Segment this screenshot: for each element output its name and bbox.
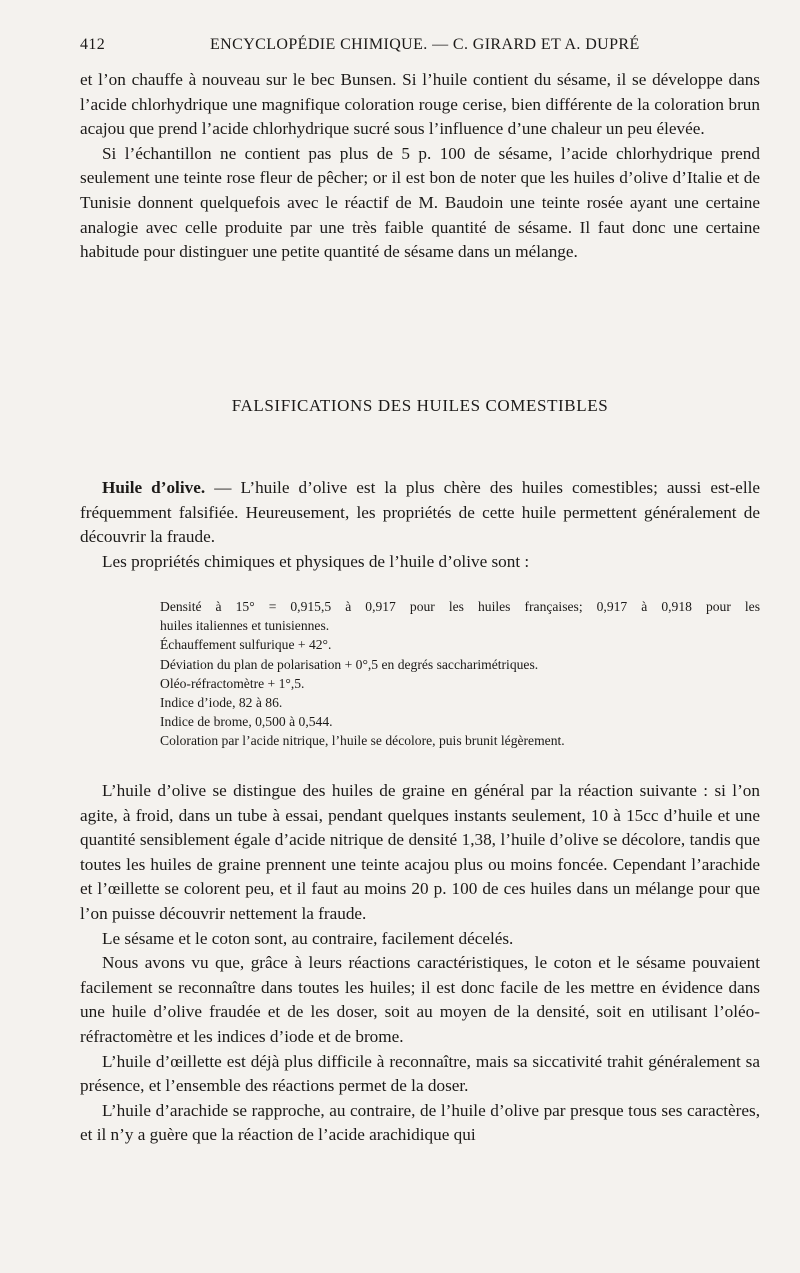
discussion-paragraph-4: L’huile d’œillette est déjà plus difficile à reconnaître, mais sa siccativité trahit généralement sa présence, et l’ensemble des réactions permet de la doser.	[80, 1051, 760, 1096]
olive-oil-paragraph-1	[80, 476, 760, 550]
olive-oil-intro	[80, 476, 760, 574]
olive-oil-paragraph-1-text: — L’huile d’olive est la plus chère des huiles comestibles; aussi est-elle fréquemment falsifiée. Heureusement, les propriétés de cette huile permettent généralement de découvrir la fraude.	[80, 478, 760, 547]
property-density-line-2: huiles italiennes et tunisiennes.	[160, 618, 330, 634]
running-title: ENCYCLOPÉDIE CHIMIQUE. — C. GIRARD ET A. DUPRÉ	[210, 36, 640, 53]
section-heading: FALSIFICATIONS DES HUILES COMESTIBLES	[231, 396, 609, 415]
discussion-text	[80, 779, 760, 1148]
property-oleo-refractometre: Oléo-réfractomètre + 1°,5.	[160, 675, 305, 691]
discussion-paragraph-5: L’huile d’arachide se rapproche, au contraire, de l’huile d’olive par presque tous ses caractères, et il n’y a guère que la réaction de l’acide arachidique qui	[80, 1100, 760, 1145]
intro-text	[80, 68, 760, 265]
property-echauffement: Échauffement sulfurique + 42°.	[160, 637, 332, 653]
property-coloration: Coloration par l’acide nitrique, l’huile se décolore, puis brunit légèrement.	[160, 733, 565, 749]
discussion-paragraph-1: L’huile d’olive se distingue des huiles de graine en général par la réaction suivante : si l’on agite, à froid, dans un tube à essai, pendant quelques instants seulement, 10 à 15cc d’huile et une quantité sensiblement égale d’acide nitrique de densité 1,38, l’huile d’olive se décolore, tandis que toutes les huiles de graine prennent une teinte acajou plus ou moins foncée. Cependant l’arachide et l’œillette se colorent peu, et il faut au moins 20 p. 100 de ces huiles dans un mélange pour que l’on puisse découvrir nettement la fraude.	[80, 781, 760, 923]
page-header	[80, 36, 760, 60]
intro-paragraph-2: Si l’échantillon ne contient pas plus de 5 p. 100 de sésame, l’acide chlorhydrique prend seulement une teinte rose fleur de pêcher; or il est bon de noter que les huiles d’olive d’Italie et de Tunisie donnent quelquefois avec le réactif de M. Baudoin une teinte rosée ayant une certaine analogie avec celle produite par une très faible quantité de sésame. Il faut donc une certaine habitude pour distinguer une petite quantité de sésame dans un mélange.	[80, 143, 760, 262]
page-number: 412	[80, 36, 106, 53]
property-indice-iode: Indice d’iode, 82 à 86.	[160, 695, 283, 711]
olive-oil-lead-term: Huile d’olive.	[102, 478, 206, 497]
olive-oil-paragraph-2: Les propriétés chimiques et physiques de l’huile d’olive sont :	[102, 551, 530, 571]
property-density-line-1: Densité à 15° = 0,915,5 à 0,917 pour les huiles françaises; 0,917 à 0,918 pour les	[160, 599, 760, 614]
properties-list	[160, 597, 760, 751]
discussion-paragraph-3: Nous avons vu que, grâce à leurs réactions caractéristiques, le coton et le sésame pouvaient facilement se reconnaître dans toutes les huiles; il est donc facile de les mettre en évidence dans une huile d’olive fraudée et de les doser, soit au moyen de la densité, soit en utilisant l’oléo-réfractomètre et les indices d’iode et de brome.	[80, 953, 760, 1046]
property-deviation: Déviation du plan de polarisation + 0°,5 en degrés saccharimétriques.	[160, 656, 539, 672]
intro-paragraph-1: et l’on chauffe à nouveau sur le bec Bunsen. Si l’huile contient du sésame, il se développe dans l’acide chlorhydrique une magnifique coloration rouge cerise, bien différente de la coloration brun acajou que prend l’acide chlorhydrique sucré sous l’influence d’une chaleur un peu élevée.	[80, 70, 760, 139]
property-indice-brome: Indice de brome, 0,500 à 0,544.	[160, 714, 333, 730]
discussion-paragraph-2: Le sésame et le coton sont, au contraire, facilement décelés.	[102, 928, 514, 948]
